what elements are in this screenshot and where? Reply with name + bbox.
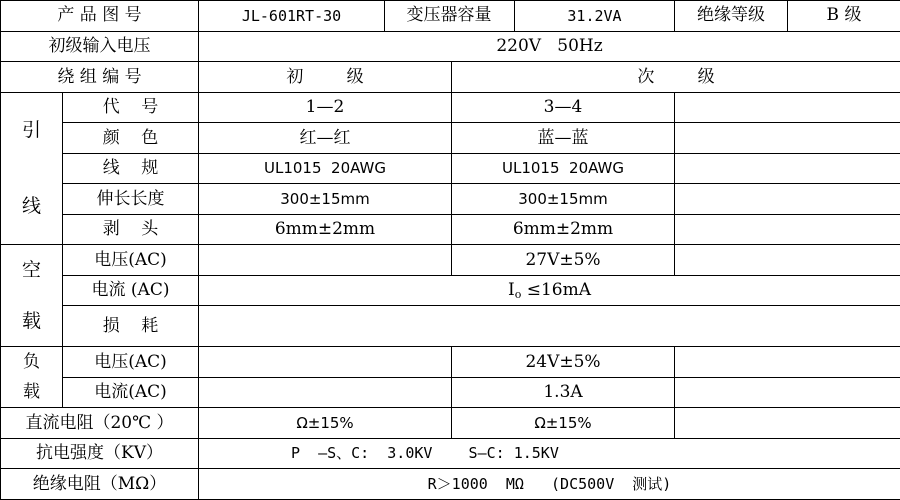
load-group-char: 载 [23, 381, 40, 402]
primary-input-row [1, 31, 900, 62]
lead-row-primary: UL1015 20AWG [199, 153, 452, 184]
lead-row-secondary: 6mm±2mm [452, 214, 675, 245]
lead-row [1, 123, 900, 154]
load-group-char: 负 [23, 351, 40, 372]
lead-row-extra [675, 153, 900, 184]
header-row [1, 1, 900, 32]
load-voltage-value: 24V±5% [452, 347, 675, 378]
load-group-label [1, 347, 63, 408]
lead-row-primary: 1—2 [199, 92, 452, 123]
insulation-resistance-value: R＞1000 MΩ (DC500V 测试) [199, 469, 900, 500]
capacity-label: 变压器容量 [406, 5, 492, 26]
no-load-voltage-label: 电压(AC) [63, 245, 199, 276]
load-current-primary [199, 377, 452, 408]
no-load-group-char: 空 [21, 259, 41, 282]
lead-group-label [1, 92, 63, 245]
lead-row-label: 伸长长度 [63, 184, 199, 215]
load-current-row [1, 377, 900, 408]
product-number-value: JL-601RT-30 [199, 1, 385, 32]
no-load-current-limit: ≤16mA [521, 279, 592, 300]
lead-row-secondary: 蓝—蓝 [452, 123, 675, 154]
load-voltage-row [1, 347, 900, 378]
no-load-current-value [199, 275, 900, 306]
insulation-class-value: B 级 [826, 5, 862, 26]
insulation-class-label: 绝缘等级 [675, 1, 788, 31]
lead-row-primary: 300±15mm [199, 184, 452, 215]
no-load-current-symbol: I [507, 279, 515, 300]
primary-input-value: 220V 50Hz [199, 31, 900, 62]
dielectric-value: P —S、C: 3.0KV S—C: 1.5KV [199, 438, 900, 469]
primary-input-label: 初级输入电压 [1, 31, 199, 62]
load-voltage-extra [675, 347, 900, 378]
no-load-current-subscript: o [514, 287, 522, 301]
lead-row-label: 颜 色 [63, 123, 199, 154]
no-load-loss-label: 损 耗 [63, 306, 199, 347]
lead-row [1, 153, 900, 184]
lead-row-label: 线 规 [63, 153, 199, 184]
no-load-group-char: 载 [21, 309, 41, 332]
lead-row-extra [675, 214, 900, 245]
lead-row-label: 剥 头 [63, 214, 199, 245]
lead-group-char: 线 [21, 194, 41, 217]
dielectric-label: 抗电强度（KV） [1, 438, 199, 469]
lead-row-secondary: 3—4 [452, 92, 675, 123]
capacity-and-class-cell [515, 1, 675, 32]
insulation-class-cell [675, 1, 900, 32]
dc-resistance-label: 直流电阻（20℃ ） [1, 408, 199, 439]
no-load-voltage-row [1, 245, 900, 276]
winding-row [1, 62, 900, 93]
no-load-voltage-value: 27V±5% [452, 245, 675, 276]
capacity-value: 31.2VA [567, 6, 622, 25]
no-load-voltage-extra [675, 245, 900, 276]
lead-row-extra [675, 92, 900, 123]
no-load-voltage-primary [199, 245, 452, 276]
load-current-value: 1.3A [452, 377, 675, 408]
insulation-resistance-label: 绝缘电阻（MΩ） [1, 469, 199, 500]
lead-row-label: 代 号 [63, 92, 199, 123]
no-load-loss-value [199, 306, 900, 347]
lead-row-extra [675, 123, 900, 154]
lead-row [1, 214, 900, 245]
dielectric-row [1, 438, 900, 469]
lead-row-primary: 红—红 [199, 123, 452, 154]
dc-resistance-secondary: Ω±15% [452, 408, 675, 439]
load-voltage-primary [199, 347, 452, 378]
dc-resistance-primary: Ω±15% [199, 408, 452, 439]
no-load-loss-row [1, 306, 900, 347]
product-number-label: 产 品 图 号 [1, 1, 199, 32]
lead-group-char: 引 [21, 119, 41, 142]
no-load-group-label [1, 245, 63, 347]
load-voltage-label: 电压(AC) [63, 347, 199, 378]
no-load-current-label: 电流 (AC) [63, 275, 199, 306]
lead-row-secondary: UL1015 20AWG [452, 153, 675, 184]
lead-row-extra [675, 184, 900, 215]
lead-row-secondary: 300±15mm [452, 184, 675, 215]
lead-row-primary: 6mm±2mm [199, 214, 452, 245]
winding-primary: 初 级 [199, 62, 452, 93]
load-current-extra [675, 377, 900, 408]
winding-label: 绕 组 编 号 [1, 62, 199, 93]
winding-secondary: 次 级 [452, 62, 900, 93]
capacity-cell [385, 1, 515, 32]
no-load-current-row [1, 275, 900, 306]
load-current-label: 电流(AC) [63, 377, 199, 408]
lead-row [1, 184, 900, 215]
insulation-resistance-row [1, 469, 900, 500]
lead-row [1, 92, 900, 123]
dc-resistance-extra [675, 408, 900, 439]
dc-resistance-row [1, 408, 900, 439]
